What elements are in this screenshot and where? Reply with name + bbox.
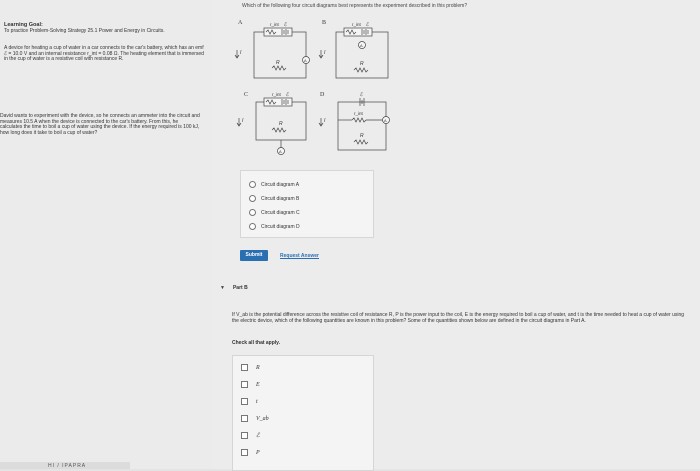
radio-icon[interactable] [249,223,256,230]
circuit-c-r-label: R [279,121,283,127]
circuit-c-rint-label: r_int [272,92,281,97]
circuit-b-ammeter-label: A [360,43,363,48]
circuit-b-current-label: I [324,50,326,56]
checkbox-icon[interactable] [241,398,248,405]
checkbox-icon[interactable] [241,364,248,371]
circuit-label-d: D [320,92,325,98]
radio-icon[interactable] [249,209,256,216]
option-label: t [256,398,258,405]
circuit-a-rint-label: r_int [270,22,279,27]
option-power[interactable] [241,449,260,456]
check-all-instruction: Check all that apply. [232,340,280,346]
circuit-b-rint-label: r_int [352,22,361,27]
circuit-d-r-label: R [360,133,364,139]
radio-icon[interactable] [249,181,256,188]
circuit-diagram-c [234,90,324,160]
choice-circuit-a[interactable] [249,181,299,188]
circuit-label-b: B [322,20,327,26]
checkbox-icon[interactable] [241,415,248,422]
part-b-title: Part B [232,285,248,291]
problem-sidebar [0,0,212,469]
circuit-d-emf-label: ℰ [360,92,364,98]
question-text: Which of the following four circuit diagrams best represents the experiment described in this problem? [242,3,468,9]
part-b-options [232,355,374,471]
option-label: P [256,449,260,456]
choice-label: Circuit diagram D [261,223,300,230]
option-emf[interactable] [241,432,260,439]
circuit-a-r-label: R [276,60,280,66]
circuit-choices [240,170,374,238]
circuit-diagram-d [316,90,406,160]
option-label: E [256,381,260,388]
request-answer-link[interactable]: Request Answer [280,253,319,259]
part-b-question: If V_ab is the potential difference across the resistive coil of resistance R, P is the power input to the coil, E is the energy required to boil a cup of water, and t is the time needed to heat a cup of water using the electric device, which of the following quantities are known in this problem? Some of the quantities shown below are defined in the circuit diagrams in Part A. [232,312,685,324]
option-label: R [256,364,260,371]
problem-paragraph-1: A device for heating a cup of water in a car connects to the car's battery, which has an emf ℰ = 10.0 V and an internal resistance r_int = 0.08 Ω. The heating element that is immersed in the cup of water is a resistive coil with resistance R. [4,45,204,63]
option-label: ℰ [256,433,260,439]
circuit-d-ammeter-label: A [384,118,387,123]
sidebar-bottom-text: HI / IPAPRA [48,463,87,469]
circuit-diagram-b [316,18,406,88]
circuit-b-emf-label: ℰ [366,22,370,28]
learning-goal-title: Learning Goal: [4,22,43,28]
radio-icon[interactable] [249,195,256,202]
circuit-c-ammeter-label: A [279,149,282,154]
choice-label: Circuit diagram B [261,195,300,202]
circuit-c-emf-label: ℰ [286,92,290,98]
checkbox-icon[interactable] [241,381,248,388]
choice-circuit-b[interactable] [249,195,299,202]
option-energy[interactable] [241,381,260,388]
choice-circuit-c[interactable] [249,209,300,216]
circuit-a-ammeter-label: A [304,58,307,63]
checkbox-icon[interactable] [241,449,248,456]
problem-paragraph-2: David wants to experiment with the device, so he connects an ammeter into the circuit and measures 10.5 A when the device is connected to the car's battery. From this, he calculates the time to boil a cup of water using the device. If the energy required is 100 kJ, how long does it take to boil a cup of water? [0,113,200,136]
circuit-c-current-label: I [242,118,244,124]
submit-button[interactable]: Submit [240,250,268,261]
choice-circuit-d[interactable] [249,223,300,230]
caret-down-icon[interactable]: ▼ [220,285,225,291]
option-vab[interactable] [241,415,269,422]
part-b-header[interactable] [220,285,248,291]
checkbox-icon[interactable] [241,432,248,439]
circuit-d-current-label: I [324,118,326,124]
circuit-label-c: C [244,92,249,98]
circuit-b-r-label: R [360,61,364,67]
circuit-d-rint-label: r_int [354,111,363,116]
option-time[interactable] [241,398,258,405]
choice-label: Circuit diagram C [261,209,300,216]
circuit-label-a: A [238,20,243,26]
circuit-diagram-a [232,18,322,88]
circuit-a-emf-label: ℰ [284,22,288,28]
option-r[interactable] [241,364,260,371]
choice-label: Circuit diagram A [261,181,300,188]
learning-goal-text: To practice Problem-Solving Strategy 25.1 Power and Energy in Circuits. [4,28,165,34]
main-panel [212,0,700,469]
option-label: V_ab [256,415,269,422]
circuit-a-current-label: I [240,50,242,56]
